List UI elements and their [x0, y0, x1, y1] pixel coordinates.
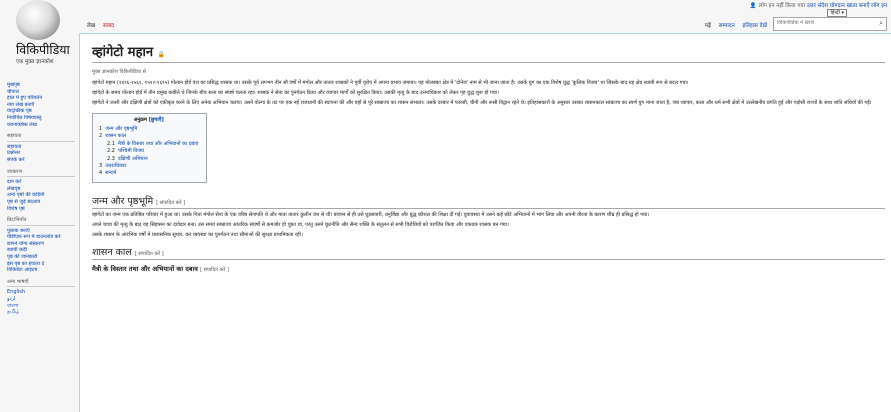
sidebar-link[interactable]: यादृच्छिक पृष्ठ	[7, 108, 32, 115]
sidebar-link[interactable]: चौपाल	[7, 88, 19, 95]
tab-read[interactable]: पढ़ें	[704, 23, 711, 29]
sidebar-link[interactable]: संपर्क करें	[7, 156, 25, 163]
paragraph: उसके शासन के आरंभिक वर्षों में प्रशासनिक सुधार, कर व्यवस्था का पुनर्गठन तथा सीमाओं की सुरक्षा प्राथमिकता रही।	[92, 232, 303, 239]
sidebar-link[interactable]: पीडीएफ़ रूप में डाउनलोड करें	[7, 234, 61, 241]
sidebar-link[interactable]: सहायता	[7, 143, 22, 150]
sidebar-link[interactable]: विकिडेटा आइटम	[7, 267, 38, 274]
table-of-contents	[92, 113, 207, 183]
sidebar-link[interactable]: English	[7, 289, 26, 296]
sidebar-link[interactable]: اردو	[7, 296, 16, 303]
paragraph: व्हांगेटो ने उत्तरी और दक्षिणी क्षेत्रों को एकीकृत करने के लिए अनेक अभियान चलाए। उसने वोल्गा के तट पर एक नई राजधानी की स्थापना की और वहाँ से पूरे साम्राज्य का शासन संभाला। उसके दरबार में फारसी, चीनी और रूसी विद्वान रहते थे। इतिहासकारों के अनुसार उसका शासनकाल साम्राज्य का स्वर्ण युग माना जाता है, जब व्यापार, कला और धर्म सभी क्षेत्रों में उल्लेखनीय प्रगति हुई और पड़ोसी राज्यों के साथ शांति संधियाँ की गईं।	[92, 100, 872, 107]
search-icon[interactable]: ⌕	[879, 19, 883, 27]
globe-icon	[16, 0, 60, 40]
toc-item[interactable]	[99, 156, 198, 163]
sidebar-link[interactable]: हाल में हुए परिवर्तन	[7, 95, 43, 102]
sidebar-heading-languages: अन्य भाषाएँ	[7, 279, 75, 288]
toc-title	[99, 117, 198, 124]
namespace-tabs	[87, 21, 114, 29]
sidebar-link[interactable]: বাংলা	[7, 302, 19, 309]
sidebar-link[interactable]: पुस्तक बनाएँ	[7, 227, 30, 234]
sidebar-link[interactable]: निर्वाचित विषयवस्तु	[7, 114, 42, 121]
toc-num: 3	[99, 163, 103, 170]
toc-link[interactable]: मैत्री के विस्तार तथा और अभियानों का दबाव	[117, 140, 199, 147]
edit-section-link[interactable]: [ संपादित करें ]	[134, 251, 164, 258]
toc-num: 1	[99, 126, 103, 133]
toc-link[interactable]: उत्तराधिकार	[105, 163, 127, 170]
toc-num: 2	[99, 133, 103, 140]
contributions-link[interactable]: योगदान	[829, 3, 845, 9]
toc-hide-toggle[interactable]: [छुपाएँ]	[148, 116, 164, 123]
toc-item[interactable]	[99, 148, 198, 155]
language-select[interactable]	[827, 9, 847, 17]
edit-section-link[interactable]: [ संपादित करें ]	[156, 199, 186, 206]
toc-item[interactable]	[99, 170, 198, 177]
paragraph: व्हांगेटो के समय गोल्डन होर्ड में तीन प्रमुख कबीले थे जिनके बीच सत्ता का संघर्ष चलता रहा। शासक ने सेना का पुनर्गठन किया और व्यापार मार्गों को सुरक्षित किया। उसकी मृत्यु के बाद उत्तराधिकार को लेकर गृह युद्ध शुरू हो गया।	[92, 90, 499, 97]
section-heading-text: शासन काल	[92, 247, 132, 259]
toc-link[interactable]: जन्म और पृष्ठभूमि	[105, 126, 138, 133]
section-heading-text: जन्म और पृष्ठभूमि	[92, 195, 154, 207]
sidebar-link[interactable]: पृष्ठ से जुड़े बदलाव	[7, 198, 41, 205]
main-content	[79, 33, 891, 412]
sidebar-link[interactable]: தமிழ்	[7, 309, 20, 316]
view-tabs	[705, 21, 767, 29]
lock-icon: 🔒	[157, 51, 166, 58]
sidebar-link[interactable]: पृष्ठ की जानकारी	[7, 254, 38, 261]
toc-item[interactable]	[99, 126, 198, 133]
toc-num: 2.2	[107, 148, 115, 155]
toc-link[interactable]: शासन काल	[105, 133, 127, 140]
logo-title: विकिपीडिया	[16, 42, 70, 57]
search-input[interactable]	[774, 18, 874, 28]
sidebar-link[interactable]: छापने योग्य संस्करण	[7, 240, 44, 247]
toc-num: 2.1	[107, 140, 115, 147]
create-account-link[interactable]: खाता बनाएँ	[846, 3, 870, 9]
sidebar-heading-tools: उपकरण	[7, 169, 75, 178]
language-select-value: हिन्दी	[830, 10, 840, 16]
paragraph: व्हांगेटो महान (१४९६-१५६१, १५९२-१६२५) गोल्डन होर्ड वंश का प्रसिद्ध शासक था। उसके पूर्व लगभग तीन सौ वर्षों में मंगोल और तातार शासकों ने पूर्वी यूरोप में अपना प्रभाव जमाया। वह मोलक्का क्षेत्र में 'दोनेज' नाम से भी जाना जाता है। उसके युग का एक विशेष युद्ध 'कुलिक विजय' था जिसके बाद यह क्षेत्र स्थायी रूप से बदल गया।	[92, 80, 689, 86]
section-heading	[92, 245, 885, 260]
sidebar-link[interactable]: लेखपृष्ठ	[7, 185, 21, 192]
search-box	[773, 17, 887, 31]
tab-article[interactable]: लेख	[87, 23, 96, 29]
sidebar-link[interactable]: विशेष पृष्ठ	[7, 205, 25, 212]
page-title	[92, 42, 885, 63]
talk-link[interactable]: उत्तर संदेश	[806, 3, 828, 9]
site-sub: मुक्त ज्ञानकोश विकिपीडिया से	[92, 69, 146, 75]
sidebar-link[interactable]: स्थायी कड़ी	[7, 247, 27, 254]
toc-num: 4	[99, 170, 103, 177]
subsection-heading-text: मैत्री के विस्तार तथा और अभियानों का दबाव	[92, 265, 198, 274]
toc-num: 2.3	[107, 155, 115, 162]
section-heading	[92, 194, 885, 209]
not-logged-in-notice: लॉग इन नहीं किया गया	[758, 3, 806, 9]
sidebar-heading-print: प्रिंट/निर्यात	[7, 217, 75, 226]
sidebar	[7, 82, 75, 316]
toc-link[interactable]: पश्चिमी विजय	[117, 148, 144, 155]
sidebar-link[interactable]: मुखपृष्ठ	[7, 82, 20, 88]
tab-edit[interactable]: सम्पादन	[718, 23, 735, 29]
sidebar-link[interactable]: अन्य पृष्ठों की कड़ियाँ	[7, 192, 45, 199]
tab-talk[interactable]: संवाद	[102, 23, 115, 29]
paragraph: व्हांगेटो का जन्म एक प्रतिष्ठित परिवार में हुआ था। उसके पिता मंगोल सेना के एक वरिष्ठ सेनापति थे और माता तातार कुलीन वंश से थीं। बचपन से ही उसे घुड़सवारी, धनुर्विद्या और युद्ध कौशल की शिक्षा दी गई। युवावस्था में उसने कई छोटे अभियानों में भाग लिया और अपनी वीरता के कारण शीघ्र ही प्रसिद्ध हो गया।	[92, 211, 650, 218]
tab-history[interactable]: इतिहास देखें	[742, 23, 767, 29]
page-title-text: व्हांगेटो महान	[92, 45, 154, 60]
toc-link[interactable]: दक्षिणी अभियान	[117, 155, 148, 162]
paragraph: अपने चाचा की मृत्यु के बाद वह सिंहासन का दावेदार बना। उस समय साम्राज्य आंतरिक संघर्षों से कमजोर हो चुका था, परंतु उसने कूटनीति और सैन्य शक्ति के संतुलन से सभी विरोधियों को पराजित किया और एकछत्र शासक बन गया।	[92, 222, 509, 229]
sidebar-heading-help: सहायता	[7, 133, 75, 142]
login-link[interactable]: लॉग इन	[871, 3, 887, 9]
sidebar-link[interactable]: दान करें	[7, 179, 22, 186]
user-icon: 👤	[749, 3, 757, 9]
sidebar-link[interactable]: प्रश्नोत्तर	[7, 150, 21, 157]
wikipedia-logo[interactable]	[8, 0, 68, 72]
toc-item[interactable]	[99, 133, 198, 140]
edit-section-link[interactable]: [ संपादित करें ]	[200, 267, 229, 274]
sidebar-link[interactable]: इस पृष्ठ का हवाला दें	[7, 260, 45, 267]
sidebar-link[interactable]: नया लेख बनाएँ	[7, 101, 35, 108]
logo-tagline: एक मुक्त ज्ञानकोश	[16, 59, 54, 65]
toc-title-text: अनुक्रम	[133, 116, 147, 123]
personal-tools	[745, 1, 887, 9]
chevron-down-icon: ▾	[841, 10, 844, 16]
toc-link[interactable]: सन्दर्भ	[105, 170, 117, 177]
subsection-heading	[92, 264, 885, 273]
sidebar-link[interactable]: ध्यानाकर्षक लेख	[7, 121, 37, 128]
